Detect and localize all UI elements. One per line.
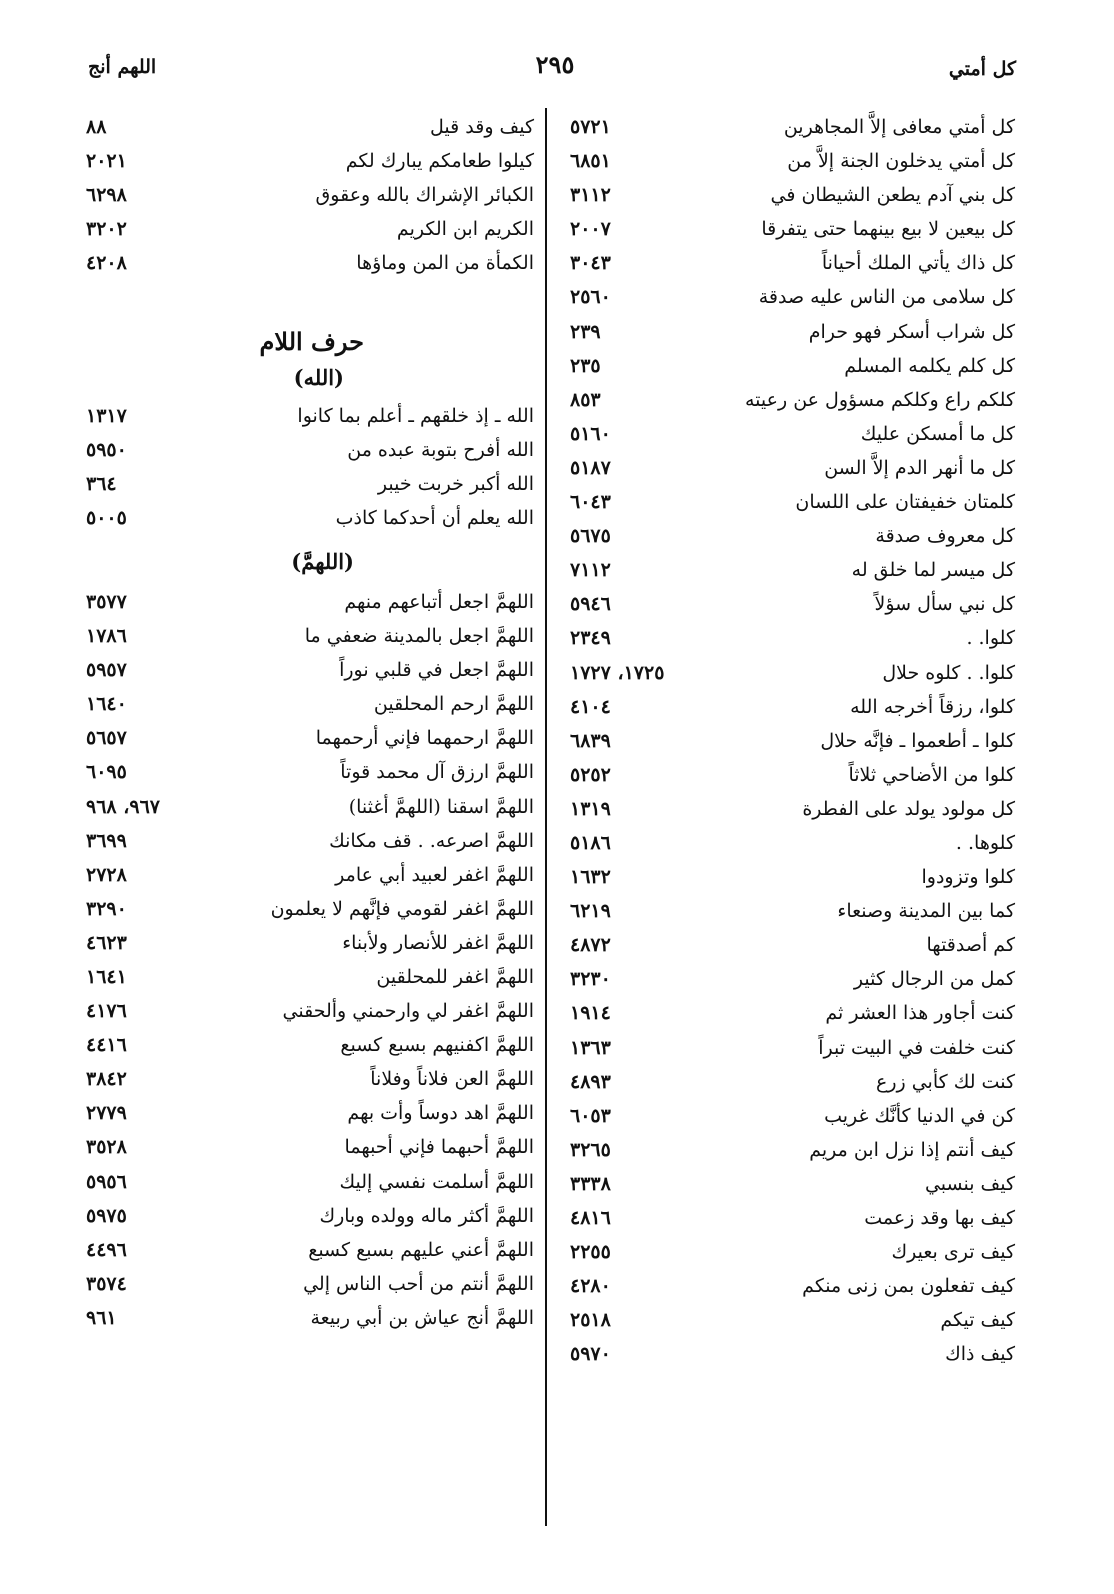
running-header-right: كل أمتي [948,58,1016,80]
entry-number: ٤١٠٤ [570,695,611,718]
entry-number: ٦٨٣٩ [570,729,611,752]
entry-text: كيف أنتم إذا نزل ابن مريم [809,1138,1015,1161]
entry-text: كل ما أمسكن عليك [860,422,1015,445]
index-entry [570,349,1015,383]
entry-text: كلوا. . [966,627,1015,650]
entry-text: كما بين المدينة وصنعاء [837,900,1015,923]
index-entry [570,383,1015,417]
entry-number: ٨٨ [86,116,107,138]
entry-number: ٤٢٠٨ [86,252,127,275]
index-entry [86,755,534,789]
entry-number: ٢٣٩ [570,320,601,343]
index-entry [86,1062,534,1096]
entry-text: كل نبي سأل سؤلاً [874,593,1015,616]
index-entry [570,860,1015,894]
entry-number: ٥١٨٦ [570,831,611,854]
index-entry [86,1028,534,1062]
entry-text: كل كلم يكلمه المسلم [844,354,1015,377]
entry-text: الكمأة من المن وماؤها [356,252,534,275]
entry-text: اللهمَّ اغفر لعبيد أبي عامر [335,863,534,886]
entry-number: ٥٩٥٠ [86,438,127,461]
entry-number: ١٦٤١ [86,965,127,988]
entry-number: ٥٩٤٦ [570,593,611,616]
entry-text: كل ميسر لما خلق له [851,559,1015,582]
entry-number: ٣٢٣٠ [570,968,611,991]
index-entry [570,1133,1015,1167]
entry-number: ٢٥١٨ [570,1309,611,1332]
entry-text: كل سلامى من الناس عليه صدقة [758,286,1015,309]
index-entry [570,1201,1015,1235]
entry-text: اللهمَّ ارزق آل محمد قوتاً [340,761,534,784]
index-entry [570,690,1015,724]
entry-text: اللهمَّ أكثر ماله وولده وبارك [319,1204,534,1227]
index-entry [86,687,534,721]
index-entry [86,994,534,1028]
index-entry [570,485,1015,519]
index-entry [570,1235,1015,1269]
entry-text: كيف ترى بعيرك [891,1241,1015,1264]
index-entry [570,587,1015,621]
index-entry [570,962,1015,996]
column-divider [545,108,547,1526]
entry-number: ٤٨٧٢ [570,934,611,957]
left-allahumma-entries [86,585,534,1335]
entry-number: ٥٩٥٧ [86,659,127,682]
entry-number: ٣٦٤ [86,472,117,495]
entry-text: كل بني آدم يطعن الشيطان في [770,184,1015,207]
index-entry [86,721,534,755]
entry-number: ٣٢٠٢ [86,218,127,241]
entry-text: كلوا ـ أطعموا ـ فإنَّه حلال [820,729,1015,752]
entry-text: كل ما أنهر الدم إلاَّ السن [824,456,1015,479]
sub-heading-allahumma [86,535,534,585]
entry-text: اللهمَّ اسقنا (اللهمَّ أغثنا) [348,795,534,818]
index-entry [570,1303,1015,1337]
index-entry [570,1065,1015,1099]
entry-text: كل مولود يولد على الفطرة [802,797,1015,820]
entry-text: الله أفرح بتوبة عبده من [347,438,534,461]
index-entry [570,280,1015,314]
entry-number: ٣٥٧٧ [86,590,127,613]
entry-text: اللهمَّ ارحم المحلقين [373,693,534,716]
entry-text: اللهمَّ اغفر للأنصار ولأبناء [342,931,534,954]
entry-number: ٢٣٤٩ [570,627,611,650]
entry-number: ٥٩٧٠ [570,1343,611,1366]
entry-text: كل معروف صدقة [875,525,1015,548]
entry-text: كيف تيكم [940,1309,1015,1332]
entry-number: ٤٤١٦ [86,1034,127,1057]
entry-number: ١٦٣٢ [570,866,611,889]
entry-text: كيلوا طعامكم يبارك لكم [345,150,534,173]
entry-text: كلوا. . كلوه حلال [882,661,1015,684]
entry-text: اللهمَّ اجعل بالمدينة ضعفي ما [304,625,534,648]
entry-number: ٦٠٤٣ [570,491,611,514]
entry-text: اللهمَّ العن فلاناً وفلاناً [370,1068,534,1091]
index-entry [570,212,1015,246]
entry-number: ٦٠٩٥ [86,761,127,784]
sub-heading-allah-text: (الله) [293,364,344,390]
index-entry [86,858,534,892]
entry-text: كيف ذاك [945,1343,1015,1366]
left-allah-entries [86,399,534,535]
index-entry [570,1337,1015,1371]
index-entry [86,892,534,926]
entry-number: ٥٢٥٢ [570,763,611,786]
entry-text: كل أمتي يدخلون الجنة إلاَّ من [787,150,1015,173]
entry-number: ٦٠٥٣ [570,1104,611,1127]
entry-number: ١٣١٩ [570,797,611,820]
index-entry [86,1301,534,1335]
index-entry [570,758,1015,792]
entry-number: ١٧٨٦ [86,625,127,648]
index-entry [86,399,534,433]
index-entry [86,790,534,824]
index-entry [86,110,534,144]
entry-number: ٥٠٠٥ [86,506,127,529]
entry-number: ١٣٦٣ [570,1036,611,1059]
index-entry [86,501,534,535]
entry-number: ٥١٦٠ [570,422,611,445]
index-entry [86,246,534,280]
entry-number: ٣٨٤٢ [86,1068,127,1091]
index-entry [86,1233,534,1267]
entry-text: اللهمَّ اغفر للمحلقين [376,965,534,988]
entry-text: اللهمَّ اهد دوساً وأت بهم [347,1102,534,1125]
entry-text: اللهمَّ اغفر لقومي فإنَّهم لا يعلمون [270,897,534,920]
entry-number: ٤٨٩٣ [570,1070,611,1093]
index-entry [86,178,534,212]
entry-number: ٢٢٥٥ [570,1241,611,1264]
entry-number: ٥١٨٧ [570,456,611,479]
index-entry [570,110,1015,144]
entry-text: اللهمَّ اجعل أتباعهم منهم [344,590,534,613]
sub-heading-allah [86,355,534,399]
index-entry [570,1269,1015,1303]
index-entry [570,144,1015,178]
entry-text: الله أكبر خربت خيبر [377,472,534,495]
index-entry [86,585,534,619]
entry-number: ٦٢٩٨ [86,184,127,207]
index-entry [570,724,1015,758]
entry-number: ٥٩٧٥ [86,1204,127,1227]
index-entry [86,960,534,994]
entry-text: الله ـ إذ خلقهم ـ أعلم بما كانوا [297,404,534,427]
entry-number: ٤٢٨٠ [570,1275,611,1298]
entry-text: كل أمتي معافى إلاَّ المجاهرين [783,116,1015,138]
entry-number: ٦٨٥١ [570,150,611,173]
entry-number: ٣٥٢٨ [86,1136,127,1159]
entry-text: كيف وقد قيل [430,116,534,138]
entry-text: كل شراب أسكر فهو حرام [808,320,1015,343]
entry-text: كيف تفعلون بمن زنى منكم [802,1275,1015,1298]
entry-number: ٣٢٦٥ [570,1138,611,1161]
entry-text: كن في الدنيا كأنَّك غريب [824,1104,1015,1127]
entry-number: ٤٤٩٦ [86,1238,127,1261]
entry-number: ٣١١٢ [570,184,611,207]
left-top-entries [86,110,534,280]
index-entry [570,246,1015,280]
entry-number: ٤١٧٦ [86,1000,127,1023]
entry-number: ٢٥٦٠ [570,286,611,309]
entry-text: كلوها. . [955,831,1015,854]
index-entry [570,792,1015,826]
entry-text: اللهمَّ أنتم من أحب الناس إلي [303,1272,534,1295]
entry-number: ٢٧٧٩ [86,1102,127,1125]
entry-text: كيف بنسبي [924,1172,1015,1195]
entry-number: ٦٢١٩ [570,900,611,923]
index-entry [86,1165,534,1199]
index-entry [570,1099,1015,1133]
index-entry [86,1096,534,1130]
entry-text: كلكم راع وكلكم مسؤول عن رعيته [745,388,1015,411]
entry-number: ٧١١٢ [570,559,611,582]
entry-number: ٥٩٥٦ [86,1170,127,1193]
page-number: ٢٩٥ [535,50,575,79]
entry-number: ٩٦١ [86,1306,117,1329]
entry-number: ١٩١٤ [570,1002,611,1025]
entry-number: ٥٧٢١ [570,116,611,138]
entry-text: كنت أجاور هذا العشر ثم [825,1002,1015,1025]
entry-number: ٥٦٥٧ [86,727,127,750]
index-entry [570,1167,1015,1201]
index-entry [570,621,1015,655]
index-entry [570,656,1015,690]
index-entry [86,653,534,687]
index-entry [570,894,1015,928]
running-header-left: اللهم أنج [88,56,157,78]
entry-text: كلوا وتزودوا [921,866,1015,889]
entry-number: ٩٦٧، ٩٦٨ [86,795,160,818]
entry-text: اللهمَّ أعني عليهم بسبع كسبع [308,1238,534,1261]
entry-text: كم أصدقتها [926,934,1015,957]
entry-text: اللهمَّ أسلمت نفسي إليك [339,1170,534,1193]
index-entry [86,433,534,467]
entry-text: كل بيعين لا بيع بينهما حتى يتفرقا [761,218,1015,241]
entry-number: ٤٦٢٣ [86,931,127,954]
entry-text: اللهمَّ اكفنيهم بسبع كسبع [340,1034,534,1057]
entry-text: الله يعلم أن أحدكما كاذب [335,506,534,529]
entry-number: ٢٣٥ [570,354,601,377]
index-entry [570,996,1015,1030]
entry-text: اللهمَّ ارحمهما فإني أرحمهما [315,727,534,750]
index-entry [570,417,1015,451]
index-entry [570,553,1015,587]
entry-text: اللهمَّ أحبهما فإني أحبهما [344,1136,534,1159]
entry-text: كنت لك كأبي زرع [875,1070,1015,1093]
entry-number: ٣٦٩٩ [86,829,127,852]
index-entry [86,212,534,246]
index-entry [86,1267,534,1301]
entry-text: اللهمَّ اجعل في قلبي نوراً [339,659,534,682]
index-entry [570,1031,1015,1065]
entry-text: الكريم ابن الكريم [396,218,534,241]
index-entry [86,619,534,653]
index-entry [570,178,1015,212]
entry-number: ٢٠٠٧ [570,218,611,241]
section-heading [86,315,534,355]
index-entry [570,451,1015,485]
index-entry [86,144,534,178]
left-column [86,110,534,1335]
entry-text: اللهمَّ أنج عياش بن أبي ربيعة [310,1306,534,1329]
entry-text: كل ذاك يأتي الملك أحياناً [821,252,1015,275]
entry-number: ٢٠٢١ [86,150,127,173]
right-column [570,110,1015,1371]
index-entry [86,1199,534,1233]
index-entry [86,1130,534,1164]
entry-number: ١٦٤٠ [86,693,127,716]
entry-text: كلوا، رزقاً أخرجه الله [850,695,1015,718]
entry-number: ٣٠٤٣ [570,252,611,275]
sub-heading-allahumma-text: (اللهمَّ) [291,548,354,574]
entry-number: ٣٥٧٤ [86,1272,127,1295]
entry-number: ٢٧٢٨ [86,863,127,886]
index-entry [570,826,1015,860]
index-entry [570,519,1015,553]
entry-text: كمل من الرجال كثير [853,968,1015,991]
entry-text: اللهمَّ اغفر لي وارحمني وألحقني [282,1000,534,1023]
index-entry [86,926,534,960]
index-entry [570,928,1015,962]
index-entry [86,824,534,858]
entry-number: ٣٢٩٠ [86,897,127,920]
entry-text: كلوا من الأضاحي ثلاثاً [848,763,1015,786]
entry-text: كنت خلفت في البيت تبراً [818,1036,1015,1059]
entry-number: ٨٥٣ [570,388,601,411]
entry-text: الكبائر الإشراك بالله وعقوق [315,184,534,207]
section-title: حرف اللام [259,326,364,356]
index-entry [570,315,1015,349]
entry-number: ٣٣٣٨ [570,1172,611,1195]
entry-text: اللهمَّ اصرعه. . قف مكانك [329,829,534,852]
entry-number: ٥٦٧٥ [570,525,611,548]
entry-text: كلمتان خفيفتان على اللسان [795,491,1015,514]
blank-line [86,280,534,314]
entry-number: ١٧٢٥، ١٧٢٧ [570,661,665,684]
entry-number: ١٣١٧ [86,404,127,427]
entry-text: كيف بها وقد زعمت [864,1207,1015,1229]
index-entry [86,467,534,501]
entry-number: ٤٨١٦ [570,1207,611,1229]
